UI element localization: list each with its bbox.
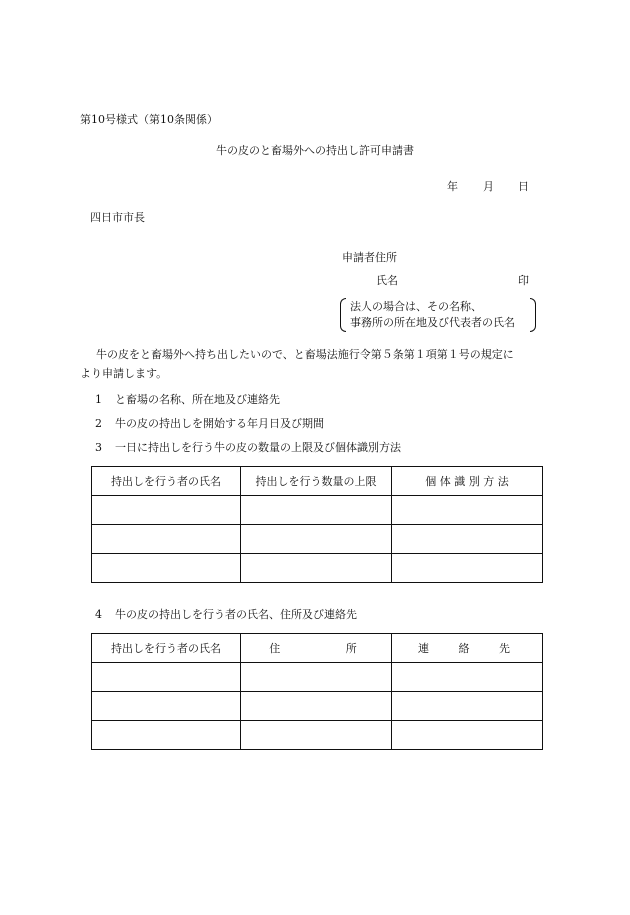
list-item bbox=[95, 609, 357, 620]
body-text-line2: より申請します。 bbox=[80, 367, 168, 380]
table-cell[interactable] bbox=[241, 525, 392, 554]
header-person-name: 持出しを行う者の氏名 bbox=[92, 467, 241, 496]
table-row bbox=[92, 554, 543, 583]
table-cell[interactable] bbox=[92, 496, 241, 525]
item-text: と畜場の名称、所在地及び連絡先 bbox=[115, 393, 280, 406]
item-number: 2 bbox=[95, 417, 102, 430]
corporate-note-line1: 法人の場合は、その名称、 bbox=[350, 300, 482, 313]
date-year: 年 bbox=[447, 180, 458, 193]
item-text: 牛の皮の持出しを行う者の氏名、住所及び連絡先 bbox=[115, 608, 357, 621]
table-cell[interactable] bbox=[392, 554, 543, 583]
header-contact: 連 絡 先 bbox=[392, 634, 543, 663]
table-cell[interactable] bbox=[392, 496, 543, 525]
item-text: 一日に持出しを行う牛の皮の数量の上限及び個体識別方法 bbox=[115, 441, 401, 454]
table-cell[interactable] bbox=[92, 692, 241, 721]
item-number: 3 bbox=[95, 441, 102, 454]
addressee: 四日市市長 bbox=[90, 211, 145, 224]
table-row bbox=[92, 692, 543, 721]
table-header-row bbox=[92, 467, 543, 496]
date-month: 月 bbox=[483, 180, 494, 193]
table-cell[interactable] bbox=[241, 554, 392, 583]
corporate-note-line2: 事務所の所在地及び代表者の氏名 bbox=[350, 316, 515, 329]
table-cell[interactable] bbox=[392, 525, 543, 554]
table-header-row bbox=[92, 634, 543, 663]
table-cell[interactable] bbox=[92, 554, 241, 583]
header-quantity-limit: 持出しを行う数量の上限 bbox=[241, 467, 392, 496]
table-row bbox=[92, 721, 543, 750]
document-title: 牛の皮のと畜場外への持出し許可申請書 bbox=[216, 144, 414, 157]
table-cell[interactable] bbox=[92, 721, 241, 750]
table-cell[interactable] bbox=[392, 663, 543, 692]
header-identification-method: 個 体 識 別 方 法 bbox=[392, 467, 543, 496]
table-cell[interactable] bbox=[92, 663, 241, 692]
date-day: 日 bbox=[518, 180, 529, 193]
item-text: 牛の皮の持出しを開始する年月日及び期間 bbox=[115, 417, 324, 430]
table-cell[interactable] bbox=[241, 663, 392, 692]
quantity-table bbox=[91, 466, 543, 583]
body-text-line1: 牛の皮をと畜場外へ持ち出したいので、と畜場法施行令第５条第１項第１号の規定に bbox=[96, 348, 514, 361]
list-item bbox=[95, 394, 280, 405]
list-item bbox=[95, 442, 401, 453]
corporate-note bbox=[340, 298, 536, 332]
table-row bbox=[92, 496, 543, 525]
table-row bbox=[92, 663, 543, 692]
table-cell[interactable] bbox=[241, 721, 392, 750]
applicant-name-label: 氏名 bbox=[376, 274, 398, 287]
item-number: 4 bbox=[95, 608, 102, 621]
header-address: 住 所 bbox=[241, 634, 392, 663]
table-cell[interactable] bbox=[92, 525, 241, 554]
form-number: 第10号様式（第10条関係） bbox=[80, 113, 218, 126]
table-cell[interactable] bbox=[241, 692, 392, 721]
seal-mark: 印 bbox=[518, 274, 529, 287]
table-cell[interactable] bbox=[392, 721, 543, 750]
bracket-left bbox=[340, 298, 346, 332]
table-row bbox=[92, 525, 543, 554]
header-person-name: 持出しを行う者の氏名 bbox=[92, 634, 241, 663]
list-item bbox=[95, 418, 324, 429]
carrier-table bbox=[91, 633, 543, 750]
applicant-address-label: 申請者住所 bbox=[342, 251, 397, 264]
item-number: 1 bbox=[95, 393, 102, 406]
bracket-right bbox=[530, 298, 536, 332]
table-cell[interactable] bbox=[241, 496, 392, 525]
table-cell[interactable] bbox=[392, 692, 543, 721]
